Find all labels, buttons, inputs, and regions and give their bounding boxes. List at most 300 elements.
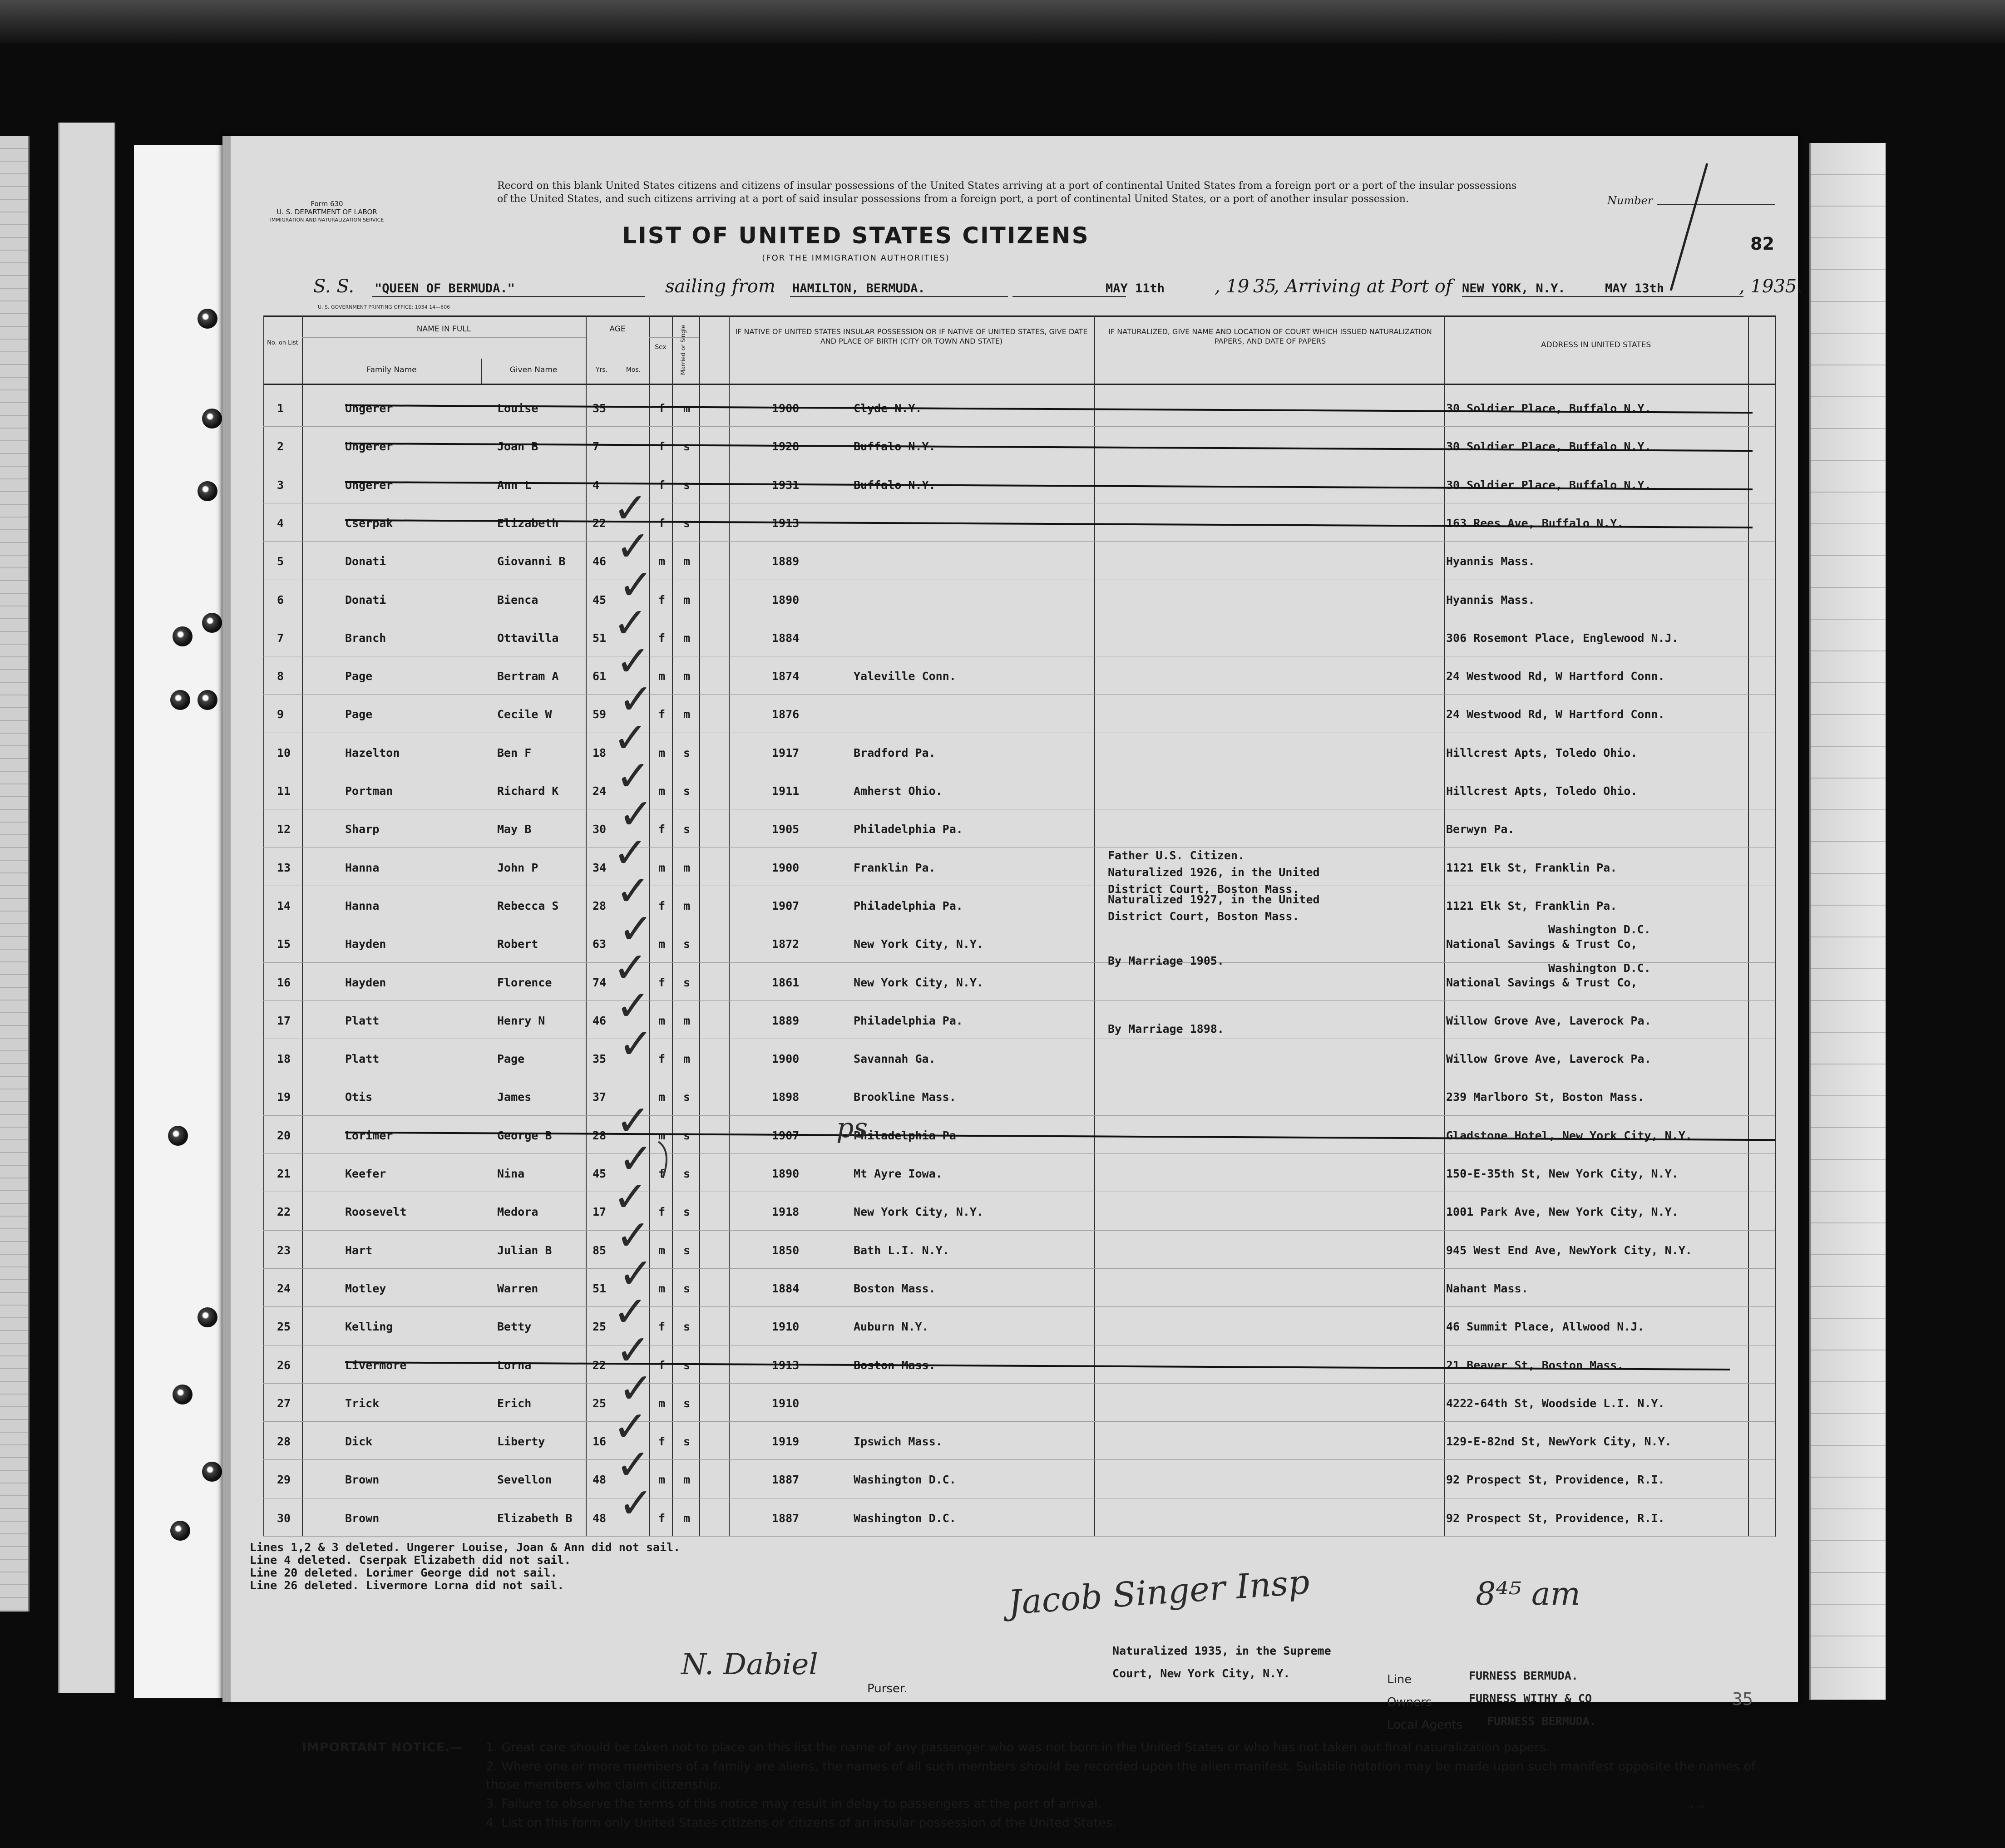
binder-hole — [202, 1462, 222, 1482]
header-family-name: Family Name — [366, 365, 417, 375]
adjacent-page-edge — [58, 123, 115, 1693]
cell-address: 1121 Elk St, Franklin Pa. — [1446, 899, 1617, 912]
cell-no: 20 — [277, 1129, 291, 1142]
cell-address: 239 Marlboro St, Boston Mass. — [1446, 1090, 1644, 1104]
cell-given: Lorna — [497, 1358, 532, 1372]
cell-sex: f — [658, 976, 666, 989]
header-given-name: Given Name — [509, 365, 558, 375]
adjacent-page — [0, 136, 30, 1611]
cell-family: Livermore — [345, 1358, 407, 1372]
deletion-note: Line 20 deleted. Lorimer George did not sail. — [250, 1566, 558, 1579]
cell-place: Philadelphia Pa. — [854, 823, 963, 836]
checkmark-icon: ✓ — [613, 828, 648, 877]
checkmark-icon: ✓ — [618, 790, 654, 839]
cell-family: Donati — [345, 555, 386, 568]
cell-ms: s — [683, 784, 691, 798]
deletion-note: Line 4 deleted. Cserpak Elizabeth did not sail. — [250, 1553, 571, 1567]
cell-ms: m — [683, 899, 691, 912]
cell-ms: m — [683, 555, 691, 568]
cell-family: Roosevelt — [345, 1205, 407, 1219]
cell-family: Platt — [345, 1014, 380, 1027]
cell-no: 18 — [277, 1052, 291, 1066]
cell-sex: m — [658, 1129, 666, 1142]
deletion-note: Line 26 deleted. Livermore Lorna did not sail. — [250, 1579, 564, 1592]
cell-ms: m — [683, 1052, 691, 1066]
cell-address: Gladstone Hotel, New York City, N.Y. — [1446, 1129, 1692, 1142]
cell-given: Bertram A — [497, 670, 559, 683]
table-row — [263, 465, 1775, 501]
service: IMMIGRATION AND NATURALIZATION SERVICE — [270, 217, 384, 223]
cell-no: 10 — [277, 746, 291, 759]
cell-family: Ungerer — [345, 440, 393, 453]
cell-given: Elizabeth B — [497, 1511, 573, 1525]
department: U. S. DEPARTMENT OF LABOR — [277, 208, 377, 216]
cell-year: 1907 — [772, 1129, 800, 1142]
cell-ms: s — [683, 1167, 691, 1180]
table-border — [263, 315, 1775, 317]
cell-family: Portman — [345, 784, 393, 798]
cell-sex: f — [658, 440, 666, 453]
checkmark-icon: ✓ — [616, 1096, 651, 1145]
cell-sex: f — [658, 708, 666, 721]
cell-address: 30 Soldier Place, Buffalo N.Y. — [1446, 402, 1651, 415]
cell-age: 4 — [593, 478, 600, 492]
cell-year: 1910 — [772, 1320, 800, 1334]
cell-no: 2 — [277, 440, 284, 453]
cell-given: Rebecca S — [497, 899, 559, 912]
cell-address: 92 Prospect St, Providence, R.I. — [1446, 1473, 1665, 1487]
form-identifier — [259, 200, 395, 224]
cell-family: Motley — [345, 1281, 386, 1295]
checkmark-icon: ✓ — [618, 675, 654, 724]
page-title: LIST OF UNITED STATES CITIZENS — [622, 222, 1090, 249]
cell-sex: m — [658, 1014, 666, 1027]
cell-sex: m — [658, 1396, 666, 1410]
cell-no: 26 — [277, 1358, 291, 1372]
arriving-label: , Arriving at Port of — [1274, 276, 1452, 297]
cell-sex: m — [658, 670, 666, 683]
cell-place: Philadelphia Pa. — [854, 1014, 963, 1027]
cell-place: New York City, N.Y. — [854, 1205, 983, 1219]
cell-family: Hanna — [345, 899, 380, 912]
cell-place: Boston Mass. — [854, 1281, 936, 1295]
underline — [790, 296, 1008, 297]
cell-age: 30 — [593, 823, 607, 836]
cell-address: 24 Westwood Rd, W Hartford Conn. — [1446, 670, 1665, 683]
notice-item: 4. List on this form only United States citizens or citizens of an insular possession of the United States. — [486, 1816, 1116, 1830]
cell-sex: m — [658, 937, 666, 951]
cell-age: 35 — [593, 1052, 607, 1066]
inspection-time: 8⁴⁵ am — [1476, 1575, 1581, 1612]
cell-no: 12 — [277, 823, 291, 836]
cell-no: 21 — [277, 1167, 291, 1180]
cell-family: Brown — [345, 1511, 380, 1525]
cell-year: 1884 — [772, 631, 800, 645]
cell-no: 11 — [277, 784, 291, 798]
cell-place: Bath L.I. N.Y. — [854, 1243, 949, 1257]
cell-no: 7 — [277, 631, 284, 645]
cell-year: 1872 — [772, 937, 800, 951]
binder-hole — [170, 690, 190, 710]
cell-given: George B — [497, 1129, 552, 1142]
cell-ms: m — [683, 1014, 691, 1027]
cell-place: Buffalo N.Y. — [854, 440, 936, 453]
cell-place: Yaleville Conn. — [854, 670, 956, 683]
cell-place: Amherst Ohio. — [854, 784, 943, 798]
header-age: AGE — [609, 325, 626, 334]
cell-place: Bradford Pa. — [854, 746, 936, 759]
line-value: FURNESS BERMUDA. — [1469, 1669, 1578, 1682]
cell-family: Hanna — [345, 861, 380, 874]
cell-age: 61 — [593, 670, 607, 683]
cell-year: 1890 — [772, 1167, 800, 1180]
checkmark-icon: ✓ — [618, 1364, 654, 1413]
header-naturalized: IF NATURALIZED, GIVE NAME AND LOCATION OF COURT WHICH ISSUED NATURALIZATION PAPERS, AND DATE OF PAPERS — [1108, 327, 1432, 345]
cell-no: 22 — [277, 1205, 291, 1219]
cell-year: 1900 — [772, 402, 800, 415]
checkmark-icon: ✓ — [616, 1440, 651, 1489]
checkmark-icon: ✓ — [616, 637, 651, 686]
cell-no: 17 — [277, 1014, 291, 1027]
cell-no: 16 — [277, 976, 291, 989]
table-row — [263, 1077, 1775, 1113]
cell-sex: m — [658, 746, 666, 759]
naturalization-note: Naturalized 1926, in the United — [1108, 866, 1320, 879]
cell-ms: s — [683, 1129, 691, 1142]
cell-sex: f — [658, 593, 666, 606]
cell-age: 18 — [593, 746, 607, 759]
cell-family: Brown — [345, 1473, 380, 1487]
cell-sex: m — [658, 1090, 666, 1104]
header-border — [263, 384, 1775, 385]
underline — [1012, 296, 1126, 297]
cell-given: Louise — [497, 402, 538, 415]
cell-family: Ungerer — [345, 402, 393, 415]
naturalization-note: Father U.S. Citizen. — [1108, 849, 1245, 862]
cell-place: Brookline Mass. — [854, 1090, 956, 1104]
cell-age: 35 — [593, 402, 607, 415]
cell-family: Otis — [345, 1090, 373, 1104]
number-label: Number — [1607, 194, 1653, 207]
cell-address-city: Washington D.C. — [1548, 923, 1651, 936]
cell-ms: m — [683, 1511, 691, 1525]
cell-place: Philadelphia Pa — [854, 1129, 956, 1142]
cell-place: Mt Ayre Iowa. — [854, 1167, 943, 1180]
cell-address: 46 Summit Place, Allwood N.J. — [1446, 1320, 1644, 1334]
sailing-port: HAMILTON, BERMUDA. — [792, 281, 925, 296]
cell-place: New York City, N.Y. — [854, 937, 983, 951]
purser-label: Purser. — [867, 1682, 908, 1695]
cell-age: 85 — [593, 1243, 607, 1257]
cell-ms: m — [683, 402, 691, 415]
cell-family: Keefer — [345, 1167, 386, 1180]
cell-place: Clyde N.Y. — [854, 402, 922, 415]
cell-family: Donati — [345, 593, 386, 606]
line-label: Line — [1387, 1673, 1412, 1686]
cell-place: Savannah Ga. — [854, 1052, 936, 1066]
binder-hole — [202, 409, 222, 429]
local-agents — [1387, 1715, 1596, 1732]
cell-address: Nahant Mass. — [1446, 1281, 1528, 1295]
cell-year: 1905 — [772, 823, 800, 836]
page-binding-edge — [222, 136, 231, 1702]
naturalization-note: By Marriage 1898. — [1108, 1022, 1224, 1035]
page-subtitle: (FOR THE IMMIGRATION AUTHORITIES) — [762, 253, 950, 263]
page-count: 35 — [1732, 1689, 1753, 1709]
cell-address: National Savings & Trust Co, — [1446, 937, 1638, 951]
cell-given: Medora — [497, 1205, 538, 1219]
cell-year: 1887 — [772, 1473, 800, 1487]
cell-no: 19 — [277, 1090, 291, 1104]
cell-year: 1907 — [772, 899, 800, 912]
cell-given: Robert — [497, 937, 538, 951]
cell-year: 1910 — [772, 1396, 800, 1410]
cell-ms: m — [683, 593, 691, 606]
cell-family: Lorimer — [345, 1129, 393, 1142]
cell-family: Kelling — [345, 1320, 393, 1334]
cell-year: 1898 — [772, 1090, 800, 1104]
cell-given: Florence — [497, 976, 552, 989]
cell-age: 22 — [593, 1358, 607, 1372]
cell-sex: f — [658, 1358, 666, 1372]
cell-ms: s — [683, 516, 691, 530]
cell-sex: f — [658, 1435, 666, 1449]
cell-address: 21 Beaver St, Boston Mass. — [1446, 1358, 1624, 1372]
ship-name: "QUEEN OF BERMUDA." — [375, 281, 515, 296]
table-row — [263, 426, 1775, 463]
cell-age: 34 — [593, 861, 607, 874]
checkmark-icon: ✓ — [618, 905, 654, 954]
cell-no: 13 — [277, 861, 291, 874]
cell-age: 7 — [593, 440, 600, 453]
cell-age: 59 — [593, 708, 607, 721]
checkmark-icon: ✓ — [613, 943, 648, 992]
binder-hole — [198, 690, 217, 710]
cell-address: Hyannis Mass. — [1446, 593, 1535, 606]
cell-no: 1 — [277, 402, 284, 415]
cell-address: 92 Prospect St, Providence, R.I. — [1446, 1511, 1665, 1525]
cell-age: 74 — [593, 976, 607, 989]
deletion-notes — [250, 1541, 680, 1592]
checkmark-icon: ✓ — [616, 866, 651, 915]
cell-age: 46 — [593, 555, 607, 568]
cell-ms: m — [683, 1473, 691, 1487]
cell-sex: f — [658, 1167, 666, 1180]
naturalization-note: By Marriage 1905. — [1108, 954, 1224, 967]
cell-year: 1917 — [772, 746, 800, 759]
checkmark-icon: ✓ — [618, 1020, 654, 1069]
cell-given: Liberty — [497, 1435, 545, 1449]
notice-heading: IMPORTANT NOTICE.— — [302, 1740, 463, 1754]
ss-label: S. S. — [313, 276, 355, 297]
cell-ms: s — [683, 937, 691, 951]
checkmark-icon: ✓ — [616, 981, 651, 1030]
header-name-in-full: NAME IN FULL — [416, 325, 471, 334]
checkmark-icon: ✓ — [616, 522, 651, 571]
purser-signature: N. Dabiel — [681, 1648, 818, 1681]
checkmark-icon: ✓ — [618, 560, 654, 609]
cell-sex: f — [658, 1205, 666, 1219]
cell-given: Elizabeth — [497, 516, 559, 530]
cell-given: Ottavilla — [497, 631, 559, 645]
owners-value: FURNESS WITHY & CO — [1469, 1692, 1592, 1705]
cell-given: Sevellon — [497, 1473, 552, 1487]
checkmark-icon: ✓ — [613, 713, 648, 762]
naturalization-note: District Court, Boston Mass. — [1108, 910, 1299, 923]
cell-given: Julian B — [497, 1243, 552, 1257]
cell-ms: s — [683, 440, 691, 453]
cell-sex: f — [658, 899, 666, 912]
binder-hole — [198, 481, 217, 501]
cell-ms: s — [683, 1281, 691, 1295]
cell-given: Erich — [497, 1396, 532, 1410]
owners-label: Owners — [1387, 1695, 1432, 1709]
naturalization-note: Naturalized 1935, in the Supreme — [1112, 1644, 1331, 1657]
cell-age: 28 — [593, 1129, 607, 1142]
cell-family: Sharp — [345, 823, 380, 836]
cell-sex: m — [658, 1473, 666, 1487]
cell-family: Page — [345, 670, 373, 683]
checkmark-icon: ✓ — [613, 1402, 648, 1451]
cell-given: Richard K — [497, 784, 559, 798]
cell-place: Boston Mass. — [854, 1358, 936, 1372]
cell-age: 16 — [593, 1435, 607, 1449]
cell-year: 1876 — [772, 708, 800, 721]
cell-year: 1913 — [772, 1358, 800, 1372]
cell-given: Ann L — [497, 478, 532, 492]
cell-year: 1861 — [772, 976, 800, 989]
bracket-marks — [654, 906, 708, 1178]
cell-year: 1900 — [772, 1052, 800, 1066]
cell-no: 29 — [277, 1473, 291, 1487]
header-rule — [649, 337, 699, 338]
cell-year: 1919 — [772, 1435, 800, 1449]
cell-family: Hayden — [345, 976, 386, 989]
cell-given: May B — [497, 823, 532, 836]
owners — [1387, 1689, 1753, 1709]
table-row — [263, 388, 1775, 424]
cell-year: 1874 — [772, 670, 800, 683]
header-years: Yrs. — [595, 366, 608, 374]
cell-ms: s — [683, 1205, 691, 1219]
cell-no: 23 — [277, 1243, 291, 1257]
cell-no: 8 — [277, 670, 284, 683]
cell-year: 1884 — [772, 1281, 800, 1295]
cell-given: Joan B — [497, 440, 538, 453]
cell-place: Philadelphia Pa. — [854, 899, 963, 912]
cell-family: Ungerer — [345, 478, 393, 492]
cell-sex: f — [658, 1511, 666, 1525]
form-code: 14—606 — [1687, 1804, 1706, 1809]
cell-sex: m — [658, 1243, 666, 1257]
checkmark-icon: ✓ — [613, 1287, 648, 1336]
cell-address: 1001 Park Ave, New York City, N.Y. — [1446, 1205, 1679, 1219]
cell-year: 1928 — [772, 440, 800, 453]
agents-value: FURNESS BERMUDA. — [1487, 1715, 1596, 1728]
cell-place: New York City, N.Y. — [854, 976, 983, 989]
cell-age: 51 — [593, 631, 607, 645]
cell-ms: s — [683, 1243, 691, 1257]
cell-sex: m — [658, 1281, 666, 1295]
cell-given: Cecile W — [497, 708, 552, 721]
row-rule — [263, 1536, 1775, 1537]
cell-given: Warren — [497, 1281, 538, 1295]
cell-given: Ben F — [497, 746, 532, 759]
binder-hole — [173, 626, 193, 646]
naturalization-note: District Court, Boston Mass. — [1108, 882, 1299, 896]
cell-year: 1931 — [772, 478, 800, 492]
cell-address: Hillcrest Apts, Toledo Ohio. — [1446, 784, 1638, 798]
cell-no: 3 — [277, 478, 284, 492]
cell-ms: s — [683, 1358, 691, 1372]
cell-given: John P — [497, 861, 538, 874]
cell-family: Dick — [345, 1435, 373, 1449]
cell-year: 1850 — [772, 1243, 800, 1257]
cell-sex: f — [658, 402, 666, 415]
cell-address: National Savings & Trust Co, — [1446, 976, 1638, 989]
cell-no: 9 — [277, 708, 284, 721]
cell-no: 27 — [277, 1396, 291, 1410]
cell-age: 17 — [593, 1205, 607, 1219]
cell-sex: f — [658, 1320, 666, 1334]
cell-given: Betty — [497, 1320, 532, 1334]
cell-year: 1887 — [772, 1511, 800, 1525]
cell-address: 129-E-82nd St, NewYork City, N.Y. — [1446, 1435, 1672, 1449]
cell-ms: s — [683, 1090, 691, 1104]
sailing-from-label: sailing from — [665, 276, 775, 297]
cell-sex: m — [658, 784, 666, 798]
binder-hole — [170, 1521, 190, 1541]
naturalization-note: Court, New York City, N.Y. — [1112, 1667, 1290, 1680]
cell-sex: f — [658, 823, 666, 836]
cell-address: 163 Rees Ave, Buffalo N.Y. — [1446, 516, 1624, 530]
cell-sex: f — [658, 1052, 666, 1066]
checkmark-icon: ✓ — [613, 598, 648, 647]
cell-sex: f — [658, 516, 666, 530]
cell-age: 51 — [593, 1281, 607, 1295]
voyage-line — [313, 272, 1803, 300]
header-married: Married or Single — [680, 324, 687, 375]
cell-no: 5 — [277, 555, 284, 568]
initials-handwriting: ps — [836, 1112, 868, 1144]
cell-given: Giovanni B — [497, 555, 566, 568]
list-number: 82 — [1750, 234, 1774, 254]
cell-age: 45 — [593, 593, 607, 606]
cell-age: 22 — [593, 516, 607, 530]
cell-age: 25 — [593, 1320, 607, 1334]
header-address: ADDRESS IN UNITED STATES — [1541, 340, 1651, 350]
cell-address: 4222-64th St, Woodside L.I. N.Y. — [1446, 1396, 1665, 1410]
cell-sex: f — [658, 631, 666, 645]
header-rule — [302, 337, 586, 338]
deletion-note: Lines 1,2 & 3 deleted. Ungerer Louise, Joan & Ann did not sail. — [250, 1541, 681, 1554]
cell-ms: s — [683, 1435, 691, 1449]
column-rule — [1775, 315, 1776, 1537]
printing-note: U. S. GOVERNMENT PRINTING OFFICE: 1934 14—606 — [318, 304, 450, 310]
binder-hole — [198, 1307, 217, 1327]
header-birth: IF NATIVE OF UNITED STATES INSULAR POSSESSION OR IF NATIVE OF UNITED STATES, GIVE DATE AND PLACE OF BIRTH (CITY OR TOWN AND STATE) — [735, 327, 1088, 345]
cell-year: 1889 — [772, 1014, 800, 1027]
cell-no: 4 — [277, 516, 284, 530]
checkmark-icon: ✓ — [618, 1249, 654, 1298]
cell-age: 28 — [593, 899, 607, 912]
cell-age: 46 — [593, 1014, 607, 1027]
cell-place: Washington D.C. — [854, 1473, 956, 1487]
cell-year: 1911 — [772, 784, 800, 798]
cell-given: Henry N — [497, 1014, 545, 1027]
checkmark-icon: ✓ — [618, 1134, 654, 1183]
cell-address: 30 Soldier Place, Buffalo N.Y. — [1446, 440, 1651, 453]
